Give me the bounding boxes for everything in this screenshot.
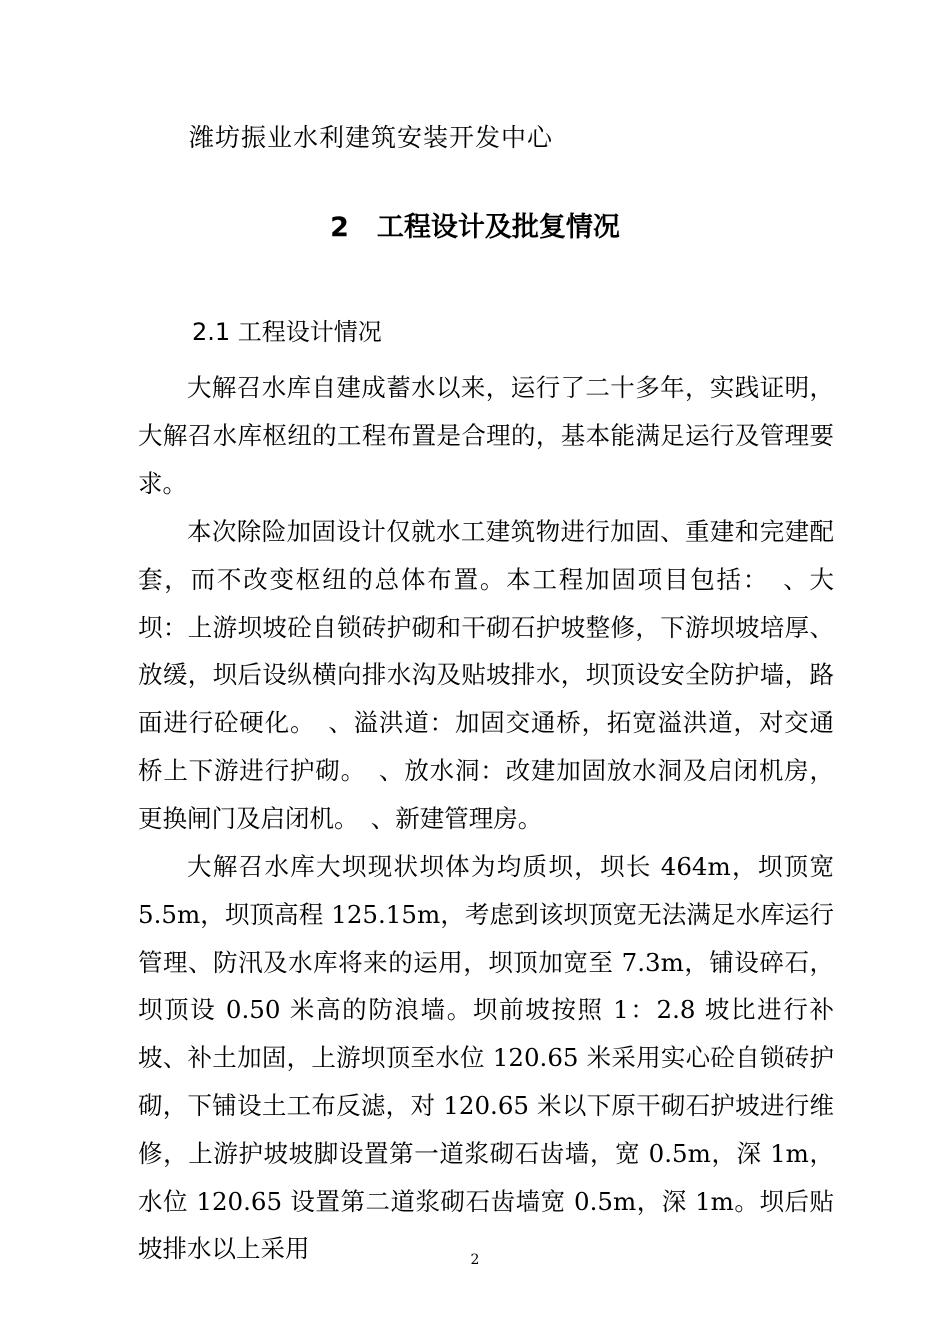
organization-name: 潍坊振业水利建筑安装开发中心 xyxy=(189,123,554,152)
paragraph-text: 本次除险加固设计仅就水工建筑物进行加固、重建和完建配套，而不改变枢纽的总体布置。本工程加固项目包括： 、大坝：上游坝坡砼自锁砖护砌和干砌石护坡整修，下游坝坡培厚、放缓，坝后设纵横向排水沟及贴坡排水，坝顶设安全防护墙，路面进行砼硬化。 、溢洪道：加固交通桥，拓宽溢洪道，对交通桥上下游进行护砌。 、放水洞：改建加固放水洞及启闭机房，更换闸门及启闭机。 、新建管理房。 xyxy=(138,517,834,833)
page-number: 2 xyxy=(470,1252,480,1268)
body-paragraph-2 xyxy=(138,508,834,843)
body-paragraph-1 xyxy=(138,364,834,507)
chapter-title: 工程设计及批复情况 xyxy=(376,212,620,243)
body-paragraph-3 xyxy=(138,843,834,1273)
paragraph-text: 大解召水库大坝现状坝体为均质坝，坝长 464m，坝顶宽 5.5m，坝顶高程 125.15m，考虑到该坝顶宽无法满足水库运行管理、防汛及水库将来的运用，坝顶加宽至 7.3m，铺设碎石，坝顶设 0.50 米高的防浪墙。坝前坡按照 1：2.8 坡比进行补坡、补土加固，上游坝顶至水位 120.65 米采用实心砼自锁砖护砌，下铺设土工布反滤，对 120.65 米以下原干砌石护坡进行维修，上游护坡坡脚设置第一道浆砌石齿墙，宽 0.5m，深 1m，水位 120.65 设置第二道浆砌石齿墙宽 0.5m，深 1m。坝后贴坡排水以上采用 xyxy=(138,852,834,1264)
paragraph-text: 大解召水库自建成蓄水以来，运行了二十多年，实践证明，大解召水库枢纽的工程布置是合理的，基本能满足运行及管理要求。 xyxy=(138,373,834,498)
section-heading: 2.1 工程设计情况 xyxy=(192,318,382,346)
chapter-heading xyxy=(0,206,950,250)
chapter-number: 2 xyxy=(330,212,349,243)
